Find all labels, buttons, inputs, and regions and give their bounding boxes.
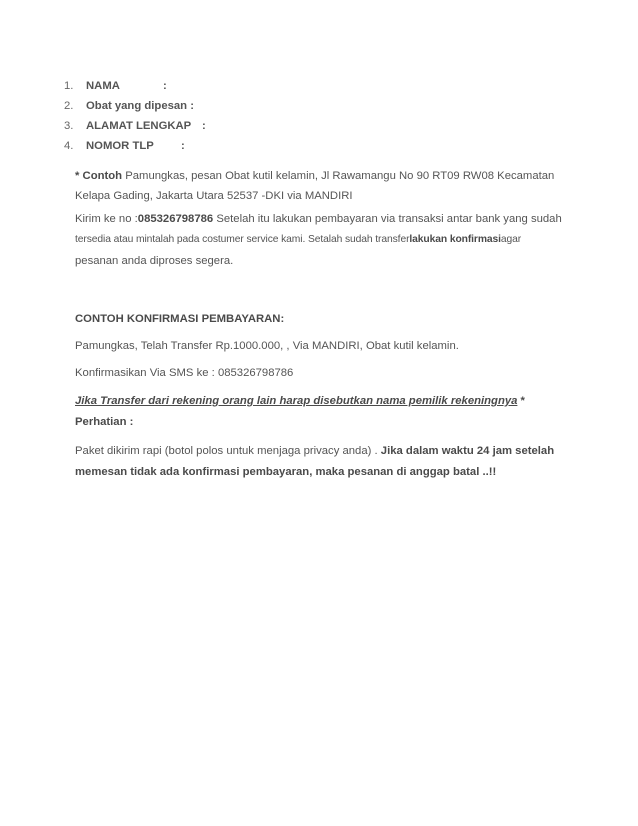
transfer-phone: 085326798786 [137,213,214,225]
example-label: Contoh [82,170,123,182]
transfer-prefix: Kirim ke no : [75,213,138,225]
field-label: NAMA [86,80,120,92]
transfer-line-2 [75,231,563,249]
form-field-alamat [64,116,206,136]
transfer-confirm-bold: lakukan konfirmasi [409,234,501,245]
note-line-2: memesan tidak ada konfirmasi pembayaran, maka pesanan di anggap batal ..!! [75,466,497,478]
sms-instruction: Konfirmasikan Via SMS ke : 085326798786 [75,367,294,379]
order-form-list [64,76,206,156]
confirmation-example: Pamungkas, Telah Transfer Rp.1000.000, , Via MANDIRI, Obat kutil kelamin. [75,340,459,352]
list-number: 2. [64,100,74,112]
transfer-text: agar [500,234,522,245]
note-text: Paket dikirim rapi (botol polos untuk menjaga privacy anda) . [75,445,378,457]
transfer-line-1 [75,210,563,228]
transfer-text: Setelah itu lakukan pembayaran via transaksi antar bank yang sudah [216,213,562,225]
field-label: Obat yang dipesan : [86,100,194,112]
example-star: * [75,170,80,182]
form-field-obat [64,96,194,116]
field-colon: : [163,80,167,92]
warning-text: Jika Transfer dari rekening orang lain harap disebutkan nama pemilik rekeningnya [75,395,518,407]
field-colon: : [202,120,206,132]
field-colon: : [181,140,185,152]
note-line-1 [75,442,563,460]
list-number: 4. [64,140,74,152]
form-field-nama [64,76,194,96]
attention-label: Perhatian : [75,416,134,428]
transfer-line-3: pesanan anda diproses segera. [75,255,234,267]
example-line-2: Kelapa Gading, Jakarta Utara 52537 -DKI via MANDIRI [75,190,353,202]
list-number: 1. [64,80,74,92]
warning-star: * [520,395,525,407]
example-text: Pamungkas, pesan Obat kutil kelamin, Jl Rawamangu No 90 RT09 RW08 Kecamatan [125,170,555,182]
field-label: ALAMAT LENGKAP [86,120,192,132]
field-label: NOMOR TLP [86,140,154,152]
note-bold-text: Jika dalam waktu 24 jam setelah [380,445,555,457]
warning-line [75,392,563,410]
transfer-text: tersedia atau mintalah pada costumer service kami. Setalah sudah transfer [75,234,410,245]
confirmation-heading: CONTOH KONFIRMASI PEMBAYARAN: [75,313,285,325]
example-line-1 [75,167,563,185]
form-field-telepon [64,136,194,156]
list-number: 3. [64,120,74,132]
